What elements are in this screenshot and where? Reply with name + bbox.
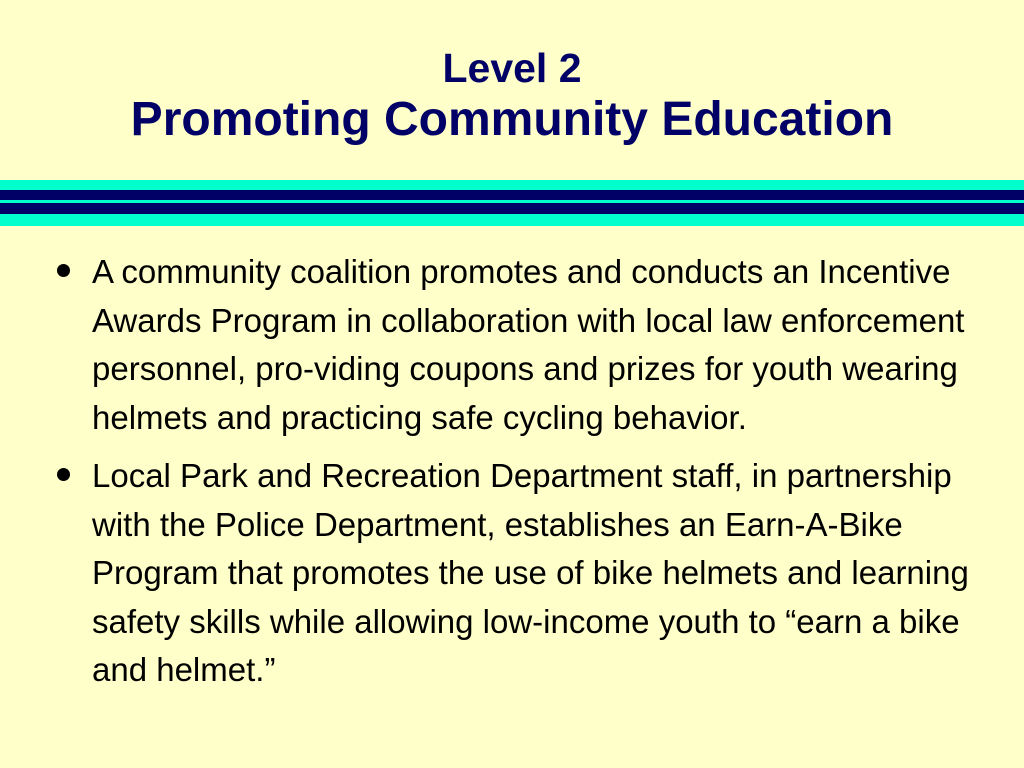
bullet-text: Local Park and Recreation Department staff, in partnership with the Police Department, establishes an Earn-A-Bike Program that promotes the use of bike helmets and learning safety skills while allowing low-income youth to “earn a bike and helmet.” <box>92 457 969 688</box>
bullet-item <box>0 452 1024 695</box>
bullet-dot-icon <box>57 264 70 277</box>
divider-teal-bottom <box>0 214 1024 226</box>
slide-title <box>0 44 1024 148</box>
divider-navy-upper <box>0 190 1024 200</box>
bullet-dot-icon <box>57 468 70 481</box>
bullet-text: A community coalition promotes and conducts an Incentive Awards Program in collaboration with local law enforcement personnel, pro-viding coupons and prizes for youth wearing helmets and practicing safe cycling behavior. <box>92 253 965 436</box>
bullet-item <box>0 248 1024 442</box>
bullet-list <box>0 248 1024 705</box>
divider-teal-top <box>0 180 1024 190</box>
divider-navy-lower <box>0 203 1024 214</box>
title-main: Promoting Community Education <box>130 93 894 146</box>
title-level: Level 2 <box>442 45 582 91</box>
